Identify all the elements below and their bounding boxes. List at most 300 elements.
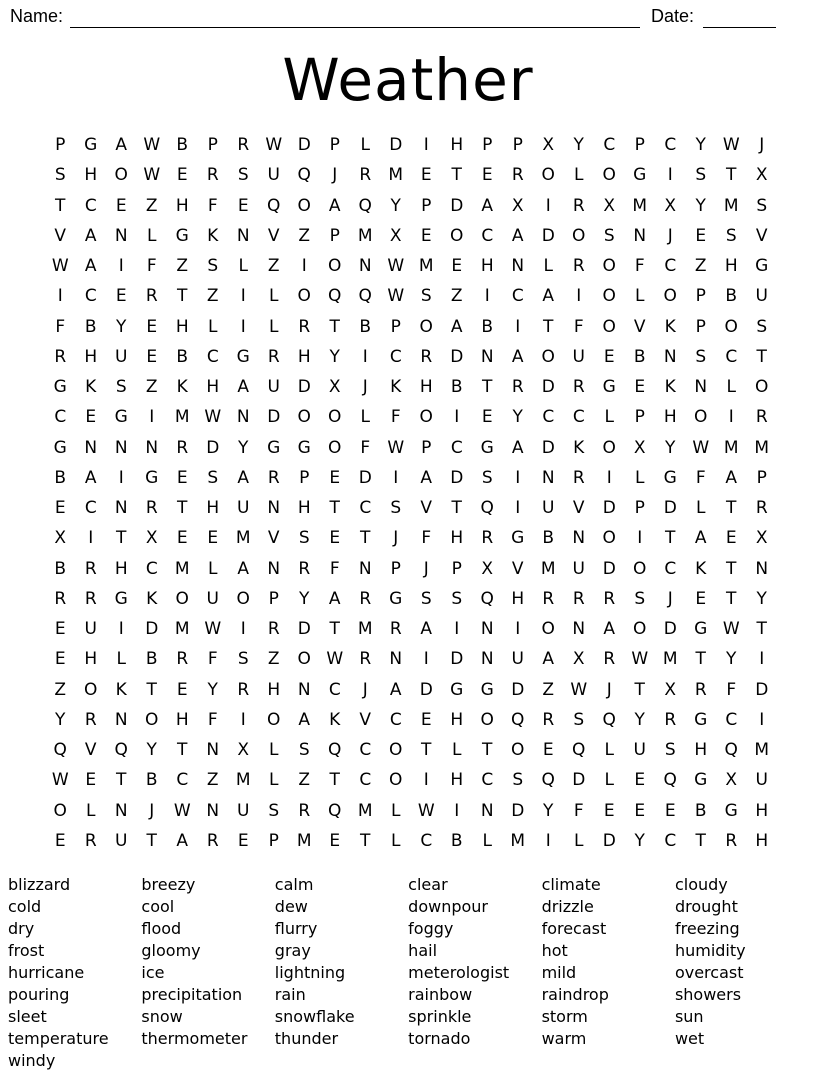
grid-letter[interactable]: Z	[267, 256, 280, 277]
grid-letter[interactable]: G	[694, 770, 708, 791]
grid-letter[interactable]: A	[237, 377, 250, 398]
grid-letter[interactable]: C	[84, 286, 97, 307]
grid-letter[interactable]: Z	[206, 770, 219, 791]
grid-letter[interactable]: R	[298, 800, 311, 821]
grid-letter[interactable]: Y	[543, 800, 554, 821]
grid-letter[interactable]: S	[664, 740, 676, 761]
grid-letter[interactable]: B	[54, 467, 67, 488]
grid-letter[interactable]: S	[237, 165, 249, 186]
grid-letter[interactable]: E	[329, 830, 341, 851]
grid-letter[interactable]: L	[86, 800, 96, 821]
grid-letter[interactable]: K	[176, 377, 188, 398]
grid-letter[interactable]: I	[118, 619, 124, 640]
grid-letter[interactable]: R	[420, 346, 433, 367]
grid-letter[interactable]: W	[204, 407, 222, 428]
grid-letter[interactable]: X	[725, 770, 738, 791]
grid-letter[interactable]: B	[481, 316, 494, 337]
grid-letter[interactable]: D	[450, 467, 464, 488]
grid-letter[interactable]: R	[359, 165, 372, 186]
grid-letter[interactable]: G	[755, 256, 769, 277]
grid-letter[interactable]: P	[268, 830, 279, 851]
grid-letter[interactable]: A	[298, 709, 311, 730]
grid-letter[interactable]: O	[389, 740, 403, 761]
grid-letter[interactable]: D	[450, 346, 464, 367]
grid-letter[interactable]: R	[298, 316, 311, 337]
grid-letter[interactable]: G	[724, 800, 738, 821]
grid-letter[interactable]: O	[541, 165, 555, 186]
grid-letter[interactable]: A	[603, 619, 616, 640]
grid-letter[interactable]: L	[269, 740, 279, 761]
grid-letter[interactable]: U	[115, 830, 128, 851]
grid-letter[interactable]: T	[451, 498, 462, 519]
grid-letter[interactable]: R	[572, 377, 585, 398]
grid-letter[interactable]: A	[481, 195, 494, 216]
grid-letter[interactable]: E	[603, 800, 615, 821]
grid-letter[interactable]: X	[664, 679, 677, 700]
grid-letter[interactable]: G	[480, 679, 494, 700]
grid-letter[interactable]: N	[480, 649, 494, 670]
grid-letter[interactable]: H	[114, 558, 128, 579]
grid-letter[interactable]: W	[387, 286, 405, 307]
grid-letter[interactable]: M	[754, 740, 770, 761]
grid-letter[interactable]: H	[419, 377, 433, 398]
grid-letter[interactable]: A	[176, 830, 189, 851]
grid-letter[interactable]: I	[759, 709, 765, 730]
grid-letter[interactable]: L	[635, 467, 645, 488]
grid-letter[interactable]: X	[145, 528, 158, 549]
grid-letter[interactable]: Q	[114, 740, 128, 761]
grid-letter[interactable]: H	[450, 770, 464, 791]
grid-letter[interactable]: T	[329, 316, 340, 337]
grid-letter[interactable]: O	[236, 588, 250, 609]
grid-letter[interactable]: E	[146, 316, 158, 337]
grid-letter[interactable]: O	[53, 800, 67, 821]
grid-letter[interactable]: R	[54, 346, 67, 367]
grid-letter[interactable]: R	[237, 679, 250, 700]
grid-letter[interactable]: F	[573, 316, 584, 337]
grid-letter[interactable]: C	[664, 256, 677, 277]
grid-letter[interactable]: P	[421, 195, 432, 216]
grid-letter[interactable]: M	[357, 800, 373, 821]
grid-letter[interactable]: I	[606, 467, 612, 488]
grid-letter[interactable]: X	[633, 437, 646, 458]
grid-letter[interactable]: E	[176, 165, 188, 186]
grid-letter[interactable]: E	[207, 528, 219, 549]
grid-letter[interactable]: Y	[390, 195, 401, 216]
grid-letter[interactable]: C	[84, 195, 97, 216]
grid-letter[interactable]: Y	[512, 407, 523, 428]
grid-letter[interactable]: T	[726, 558, 737, 579]
grid-letter[interactable]: Y	[695, 195, 706, 216]
grid-letter[interactable]: B	[145, 770, 158, 791]
grid-letter[interactable]: G	[175, 225, 189, 246]
grid-letter[interactable]: Q	[358, 286, 372, 307]
grid-letter[interactable]: E	[115, 286, 127, 307]
grid-letter[interactable]: C	[420, 830, 433, 851]
grid-letter[interactable]: Y	[634, 709, 645, 730]
grid-letter[interactable]: T	[482, 377, 493, 398]
grid-letter[interactable]: W	[387, 437, 405, 458]
grid-letter[interactable]: J	[362, 679, 368, 700]
grid-letter[interactable]: A	[389, 679, 402, 700]
date-blank-line[interactable]	[703, 27, 776, 28]
grid-letter[interactable]: Q	[328, 286, 342, 307]
grid-letter[interactable]: O	[389, 770, 403, 791]
grid-letter[interactable]: O	[602, 165, 616, 186]
grid-letter[interactable]: D	[145, 619, 159, 640]
grid-letter[interactable]: U	[115, 346, 128, 367]
grid-letter[interactable]: O	[694, 407, 708, 428]
grid-letter[interactable]: H	[297, 346, 311, 367]
grid-letter[interactable]: S	[115, 377, 127, 398]
grid-letter[interactable]: H	[297, 498, 311, 519]
grid-letter[interactable]: B	[725, 286, 738, 307]
grid-letter[interactable]: E	[85, 407, 97, 428]
grid-letter[interactable]: C	[176, 770, 189, 791]
grid-letter[interactable]: C	[481, 770, 494, 791]
grid-letter[interactable]: I	[515, 619, 521, 640]
grid-letter[interactable]: O	[297, 286, 311, 307]
grid-letter[interactable]: G	[267, 437, 281, 458]
grid-letter[interactable]: A	[328, 588, 341, 609]
grid-letter[interactable]: D	[450, 195, 464, 216]
grid-letter[interactable]: H	[511, 588, 525, 609]
grid-letter[interactable]: D	[511, 800, 525, 821]
grid-letter[interactable]: O	[145, 709, 159, 730]
grid-letter[interactable]: V	[267, 225, 280, 246]
grid-letter[interactable]: C	[145, 558, 158, 579]
grid-letter[interactable]: D	[602, 498, 616, 519]
grid-letter[interactable]: Z	[54, 679, 67, 700]
grid-letter[interactable]: R	[84, 830, 97, 851]
grid-letter[interactable]: A	[511, 437, 524, 458]
grid-letter[interactable]: G	[694, 709, 708, 730]
grid-letter[interactable]: T	[360, 528, 371, 549]
grid-letter[interactable]: N	[236, 225, 250, 246]
grid-letter[interactable]: S	[512, 770, 524, 791]
grid-letter[interactable]: L	[696, 498, 706, 519]
grid-letter[interactable]: E	[481, 407, 493, 428]
grid-letter[interactable]: E	[146, 346, 158, 367]
grid-letter[interactable]: O	[755, 377, 769, 398]
grid-letter[interactable]: F	[207, 709, 218, 730]
grid-letter[interactable]: T	[726, 498, 737, 519]
grid-letter[interactable]: G	[53, 437, 67, 458]
grid-letter[interactable]: Y	[207, 679, 218, 700]
grid-letter[interactable]: N	[480, 346, 494, 367]
grid-letter[interactable]: N	[389, 649, 403, 670]
grid-letter[interactable]: N	[114, 225, 128, 246]
grid-letter[interactable]: R	[176, 437, 189, 458]
grid-letter[interactable]: I	[362, 346, 368, 367]
grid-letter[interactable]: O	[175, 588, 189, 609]
grid-letter[interactable]: T	[695, 830, 706, 851]
grid-letter[interactable]: I	[728, 407, 734, 428]
grid-letter[interactable]: U	[511, 649, 524, 670]
grid-letter[interactable]: G	[511, 528, 525, 549]
grid-letter[interactable]: Y	[695, 135, 706, 156]
grid-letter[interactable]: A	[115, 135, 128, 156]
grid-letter[interactable]: I	[423, 649, 429, 670]
grid-letter[interactable]: S	[603, 225, 615, 246]
grid-letter[interactable]: D	[450, 649, 464, 670]
grid-letter[interactable]: A	[328, 195, 341, 216]
grid-letter[interactable]: T	[726, 165, 737, 186]
grid-letter[interactable]: Q	[267, 195, 281, 216]
grid-letter[interactable]: Q	[572, 740, 586, 761]
grid-letter[interactable]: A	[542, 286, 555, 307]
grid-letter[interactable]: G	[633, 165, 647, 186]
grid-letter[interactable]: H	[84, 346, 98, 367]
grid-letter[interactable]: P	[299, 467, 310, 488]
grid-letter[interactable]: M	[510, 830, 526, 851]
grid-letter[interactable]: L	[269, 286, 279, 307]
grid-letter[interactable]: R	[572, 467, 585, 488]
grid-letter[interactable]: O	[84, 679, 98, 700]
grid-letter[interactable]: Y	[756, 588, 767, 609]
grid-letter[interactable]: H	[175, 709, 189, 730]
grid-letter[interactable]: H	[755, 830, 769, 851]
grid-letter[interactable]: E	[329, 528, 341, 549]
grid-letter[interactable]: I	[545, 195, 551, 216]
grid-letter[interactable]: O	[328, 256, 342, 277]
grid-letter[interactable]: Z	[298, 225, 311, 246]
grid-letter[interactable]: K	[573, 437, 585, 458]
grid-letter[interactable]: J	[759, 135, 765, 156]
grid-letter[interactable]: B	[176, 135, 189, 156]
grid-letter[interactable]: U	[206, 588, 219, 609]
grid-letter[interactable]: H	[450, 709, 464, 730]
grid-letter[interactable]: O	[602, 528, 616, 549]
grid-letter[interactable]: S	[268, 800, 280, 821]
grid-letter[interactable]: Z	[206, 286, 219, 307]
grid-letter[interactable]: T	[116, 528, 127, 549]
grid-letter[interactable]: V	[633, 316, 646, 337]
grid-letter[interactable]: H	[267, 679, 281, 700]
grid-letter[interactable]: U	[572, 558, 585, 579]
grid-letter[interactable]: U	[633, 740, 646, 761]
grid-letter[interactable]: A	[420, 619, 433, 640]
grid-letter[interactable]: R	[54, 588, 67, 609]
grid-letter[interactable]: T	[665, 528, 676, 549]
grid-letter[interactable]: D	[389, 135, 403, 156]
grid-letter[interactable]: L	[482, 830, 492, 851]
grid-letter[interactable]: G	[53, 377, 67, 398]
grid-letter[interactable]: I	[484, 286, 490, 307]
grid-letter[interactable]: E	[237, 830, 249, 851]
grid-letter[interactable]: E	[54, 619, 66, 640]
grid-letter[interactable]: S	[695, 346, 707, 367]
grid-letter[interactable]: R	[267, 346, 280, 367]
grid-letter[interactable]: H	[175, 316, 189, 337]
grid-letter[interactable]: S	[420, 286, 432, 307]
grid-letter[interactable]: L	[635, 286, 645, 307]
grid-letter[interactable]: G	[480, 437, 494, 458]
grid-letter[interactable]: N	[297, 679, 311, 700]
grid-letter[interactable]: R	[84, 588, 97, 609]
grid-letter[interactable]: X	[664, 195, 677, 216]
grid-letter[interactable]: X	[389, 225, 402, 246]
grid-letter[interactable]: R	[511, 165, 524, 186]
grid-letter[interactable]: S	[756, 195, 768, 216]
grid-letter[interactable]: B	[359, 316, 372, 337]
grid-letter[interactable]: Y	[726, 649, 737, 670]
grid-letter[interactable]: C	[328, 679, 341, 700]
grid-letter[interactable]: C	[481, 225, 494, 246]
grid-letter[interactable]: G	[114, 407, 128, 428]
grid-letter[interactable]: T	[756, 619, 767, 640]
grid-letter[interactable]: B	[176, 346, 189, 367]
grid-letter[interactable]: O	[602, 286, 616, 307]
grid-letter[interactable]: D	[267, 407, 281, 428]
grid-letter[interactable]: C	[664, 558, 677, 579]
grid-letter[interactable]: L	[147, 225, 157, 246]
grid-letter[interactable]: O	[450, 225, 464, 246]
grid-letter[interactable]: I	[515, 467, 521, 488]
grid-letter[interactable]: F	[207, 195, 218, 216]
grid-letter[interactable]: T	[55, 195, 66, 216]
grid-letter[interactable]: R	[145, 498, 158, 519]
grid-letter[interactable]: I	[454, 800, 460, 821]
grid-letter[interactable]: N	[480, 800, 494, 821]
grid-letter[interactable]: P	[268, 588, 279, 609]
grid-letter[interactable]: E	[634, 770, 646, 791]
grid-letter[interactable]: R	[359, 588, 372, 609]
grid-letter[interactable]: C	[206, 346, 219, 367]
grid-letter[interactable]: M	[357, 619, 373, 640]
grid-letter[interactable]: D	[663, 619, 677, 640]
grid-letter[interactable]: O	[419, 316, 433, 337]
grid-letter[interactable]: C	[389, 709, 402, 730]
grid-letter[interactable]: E	[420, 165, 432, 186]
grid-letter[interactable]: I	[57, 286, 63, 307]
grid-letter[interactable]: C	[572, 407, 585, 428]
grid-letter[interactable]: N	[236, 407, 250, 428]
grid-letter[interactable]: L	[360, 135, 370, 156]
grid-letter[interactable]: F	[634, 256, 645, 277]
grid-letter[interactable]: T	[329, 498, 340, 519]
grid-letter[interactable]: F	[360, 437, 371, 458]
grid-letter[interactable]: D	[297, 619, 311, 640]
grid-letter[interactable]: V	[267, 528, 280, 549]
grid-letter[interactable]: J	[606, 679, 612, 700]
grid-letter[interactable]: I	[240, 286, 246, 307]
grid-letter[interactable]: J	[362, 377, 368, 398]
grid-letter[interactable]: N	[755, 558, 769, 579]
grid-letter[interactable]: S	[298, 528, 310, 549]
grid-letter[interactable]: R	[694, 679, 707, 700]
grid-letter[interactable]: X	[755, 528, 768, 549]
grid-letter[interactable]: R	[603, 649, 616, 670]
grid-letter[interactable]: B	[450, 377, 463, 398]
grid-letter[interactable]: E	[420, 709, 432, 730]
grid-letter[interactable]: S	[573, 709, 585, 730]
grid-letter[interactable]: L	[391, 830, 401, 851]
grid-letter[interactable]: U	[542, 498, 555, 519]
grid-letter[interactable]: Y	[573, 135, 584, 156]
grid-letter[interactable]: F	[329, 558, 340, 579]
grid-letter[interactable]: R	[84, 709, 97, 730]
grid-letter[interactable]: C	[359, 770, 372, 791]
grid-letter[interactable]: D	[602, 558, 616, 579]
grid-letter[interactable]: H	[450, 528, 464, 549]
grid-letter[interactable]: E	[115, 195, 127, 216]
grid-letter[interactable]: M	[235, 528, 251, 549]
grid-letter[interactable]: D	[297, 377, 311, 398]
grid-letter[interactable]: Y	[634, 830, 645, 851]
grid-letter[interactable]: I	[240, 709, 246, 730]
grid-letter[interactable]: I	[515, 498, 521, 519]
grid-letter[interactable]: O	[511, 740, 525, 761]
grid-letter[interactable]: A	[237, 558, 250, 579]
grid-letter[interactable]: Y	[55, 709, 66, 730]
grid-letter[interactable]: I	[118, 467, 124, 488]
grid-letter[interactable]: R	[389, 619, 402, 640]
grid-letter[interactable]: E	[695, 225, 707, 246]
grid-letter[interactable]: L	[269, 316, 279, 337]
grid-letter[interactable]: O	[114, 165, 128, 186]
grid-letter[interactable]: P	[634, 407, 645, 428]
grid-letter[interactable]: T	[756, 346, 767, 367]
grid-letter[interactable]: C	[359, 740, 372, 761]
grid-letter[interactable]: T	[146, 830, 157, 851]
grid-letter[interactable]: V	[511, 558, 524, 579]
grid-letter[interactable]: I	[88, 528, 94, 549]
grid-letter[interactable]: W	[204, 619, 222, 640]
grid-letter[interactable]: W	[326, 649, 344, 670]
grid-letter[interactable]: F	[695, 467, 706, 488]
grid-letter[interactable]: R	[359, 649, 372, 670]
grid-letter[interactable]: I	[240, 316, 246, 337]
grid-letter[interactable]: P	[451, 558, 462, 579]
grid-letter[interactable]: E	[54, 830, 66, 851]
grid-letter[interactable]: L	[391, 800, 401, 821]
grid-letter[interactable]: Y	[116, 316, 127, 337]
grid-letter[interactable]: S	[390, 498, 402, 519]
grid-letter[interactable]: E	[176, 467, 188, 488]
grid-letter[interactable]: G	[694, 619, 708, 640]
grid-letter[interactable]: B	[145, 649, 158, 670]
grid-letter[interactable]: Z	[542, 679, 555, 700]
grid-letter[interactable]: W	[417, 800, 435, 821]
grid-letter[interactable]: R	[298, 558, 311, 579]
grid-letter[interactable]: N	[145, 437, 159, 458]
grid-letter[interactable]: N	[206, 740, 220, 761]
grid-letter[interactable]: O	[724, 316, 738, 337]
grid-letter[interactable]: Y	[299, 588, 310, 609]
grid-letter[interactable]: H	[755, 800, 769, 821]
grid-letter[interactable]: R	[664, 709, 677, 730]
grid-letter[interactable]: S	[420, 588, 432, 609]
grid-letter[interactable]: U	[267, 165, 280, 186]
grid-letter[interactable]: C	[389, 346, 402, 367]
grid-letter[interactable]: F	[573, 800, 584, 821]
grid-letter[interactable]: F	[421, 528, 432, 549]
grid-letter[interactable]: J	[149, 800, 155, 821]
grid-letter[interactable]: Q	[297, 165, 311, 186]
grid-letter[interactable]: V	[755, 225, 768, 246]
grid-letter[interactable]: H	[694, 740, 708, 761]
grid-letter[interactable]: D	[541, 225, 555, 246]
grid-letter[interactable]: C	[725, 346, 738, 367]
grid-letter[interactable]: Y	[665, 437, 676, 458]
grid-letter[interactable]: X	[755, 165, 768, 186]
grid-letter[interactable]: X	[572, 649, 585, 670]
grid-letter[interactable]: E	[695, 588, 707, 609]
grid-letter[interactable]: N	[572, 619, 586, 640]
grid-letter[interactable]: N	[358, 256, 372, 277]
grid-letter[interactable]: C	[542, 407, 555, 428]
